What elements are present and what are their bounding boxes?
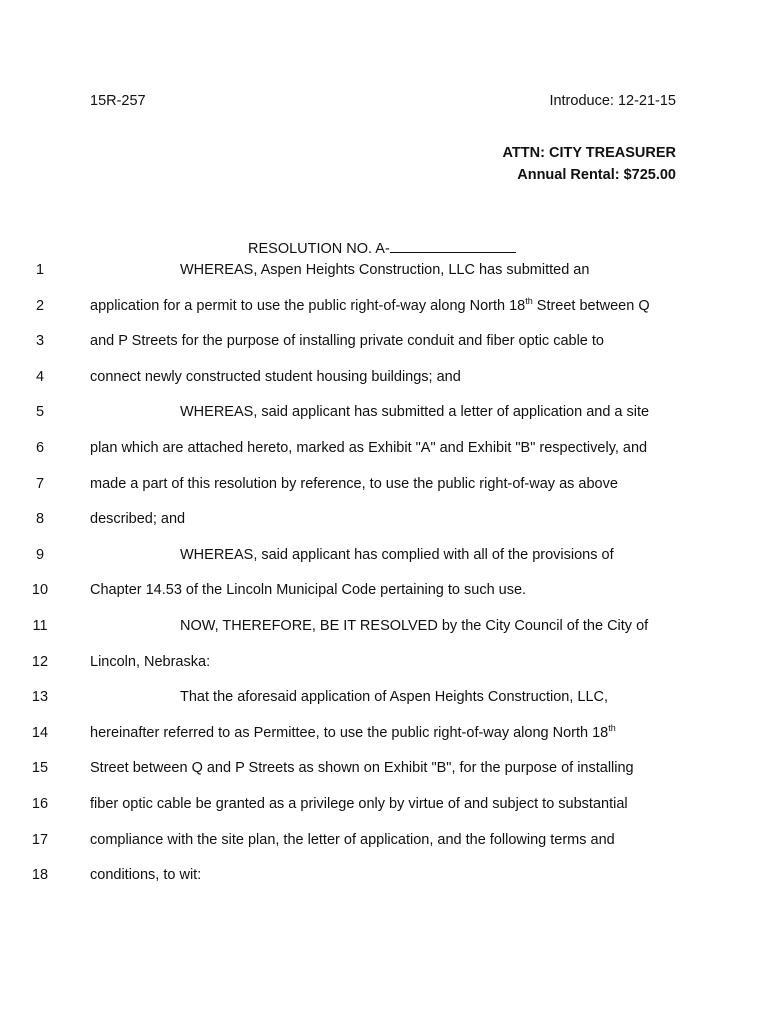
line-text (90, 333, 604, 349)
line-number: 17 (31, 831, 49, 848)
document-line (0, 867, 770, 887)
document-line (0, 295, 770, 318)
document-line (0, 547, 770, 567)
document-line (0, 582, 770, 602)
line-text (90, 722, 616, 741)
annual-rental-line: Annual Rental: $725.00 (517, 167, 676, 183)
line-text-main: NOW, THEREFORE, BE IT RESOLVED by the City Council of the City of (180, 618, 649, 634)
line-number: 5 (35, 404, 45, 421)
document-line (0, 404, 770, 424)
line-number: 10 (31, 582, 49, 599)
line-text (90, 760, 634, 776)
line-text (180, 618, 648, 634)
line-text (180, 404, 649, 420)
line-number: 3 (35, 333, 45, 350)
document-line (0, 760, 770, 780)
line-number: 2 (35, 297, 45, 314)
line-number: 12 (31, 653, 49, 670)
line-number: 15 (31, 760, 49, 777)
line-number: 8 (35, 511, 45, 528)
line-text-main: made a part of this resolution by reference, to use the public right-of-way as above (90, 475, 618, 492)
document-line (0, 476, 770, 496)
line-number: 6 (35, 440, 45, 456)
line-text (90, 369, 461, 385)
document-line (0, 618, 770, 638)
line-text (90, 796, 628, 812)
document-line (0, 262, 770, 282)
line-text-main: conditions, to wit: (90, 867, 202, 884)
document-line (0, 654, 770, 674)
line-text-continued: Street between Q (532, 297, 650, 314)
document-line (0, 722, 770, 745)
line-text-main: described; and (90, 511, 186, 528)
ordinal-suffix: th (608, 722, 616, 733)
resolution-label: RESOLUTION NO. A- (248, 241, 390, 257)
line-text (90, 832, 615, 848)
line-text-main: Street between Q and P Streets as shown on Exhibit "B", for the purpose of installing (90, 760, 634, 777)
line-text-main: compliance with the site plan, the letter of application, and the following terms and (90, 831, 615, 848)
line-text (90, 476, 618, 492)
line-text-main: plan which are attached hereto, marked as Exhibit "A" and Exhibit "B" respectively, and (90, 440, 648, 456)
line-text-main: Chapter 14.53 of the Lincoln Municipal Code pertaining to such use. (90, 582, 527, 599)
resolution-number-blank (390, 238, 516, 253)
line-text (180, 262, 589, 278)
line-text (180, 547, 614, 563)
line-text-main: hereinafter referred to as Permittee, to use the public right-of-way along North 18 (90, 724, 609, 741)
line-text-main: WHEREAS, Aspen Heights Construction, LLC has submitted an (180, 262, 590, 278)
line-text-main: and P Streets for the purpose of installing private conduit and fiber optic cable to (90, 333, 604, 350)
introduce-date: Introduce: 12-21-15 (549, 93, 676, 109)
document-line (0, 440, 770, 460)
line-text (90, 654, 210, 670)
line-number: 16 (31, 796, 49, 812)
line-text-main: connect newly constructed student housing buildings; and (90, 368, 461, 385)
line-text-main: That the aforesaid application of Aspen Heights Construction, LLC, (180, 689, 609, 706)
attn-line: ATTN: CITY TREASURER (502, 145, 676, 161)
ordinal-suffix: th (525, 295, 533, 306)
line-number: 4 (35, 368, 45, 385)
line-text (90, 867, 201, 883)
line-text-main: Lincoln, Nebraska: (90, 653, 211, 670)
line-text (90, 511, 185, 527)
line-text (90, 295, 650, 314)
line-text-main: WHEREAS, said applicant has submitted a letter of application and a site (180, 404, 650, 421)
line-number: 1 (35, 262, 45, 278)
line-text (90, 582, 526, 598)
line-number: 7 (35, 475, 45, 492)
document-line (0, 369, 770, 389)
line-text-main: fiber optic cable be granted as a privilege only by virtue of and subject to substantial (90, 796, 628, 812)
line-text-main: WHEREAS, said applicant has complied with all of the provisions of (180, 546, 614, 563)
attention-block (503, 142, 676, 186)
document-line (0, 333, 770, 353)
line-number: 11 (32, 618, 48, 634)
resolution-number (248, 238, 516, 257)
document-line (0, 796, 770, 816)
document-line (0, 511, 770, 531)
line-number: 13 (31, 689, 49, 706)
document-line (0, 832, 770, 852)
document-number: 15R-257 (90, 93, 146, 109)
line-text (180, 689, 608, 705)
line-text-main: application for a permit to use the public right-of-way along North 18 (90, 297, 526, 314)
line-text (90, 440, 647, 456)
document-line (0, 689, 770, 709)
line-number: 14 (31, 724, 49, 741)
line-number: 18 (31, 867, 49, 884)
line-number: 9 (35, 546, 45, 563)
